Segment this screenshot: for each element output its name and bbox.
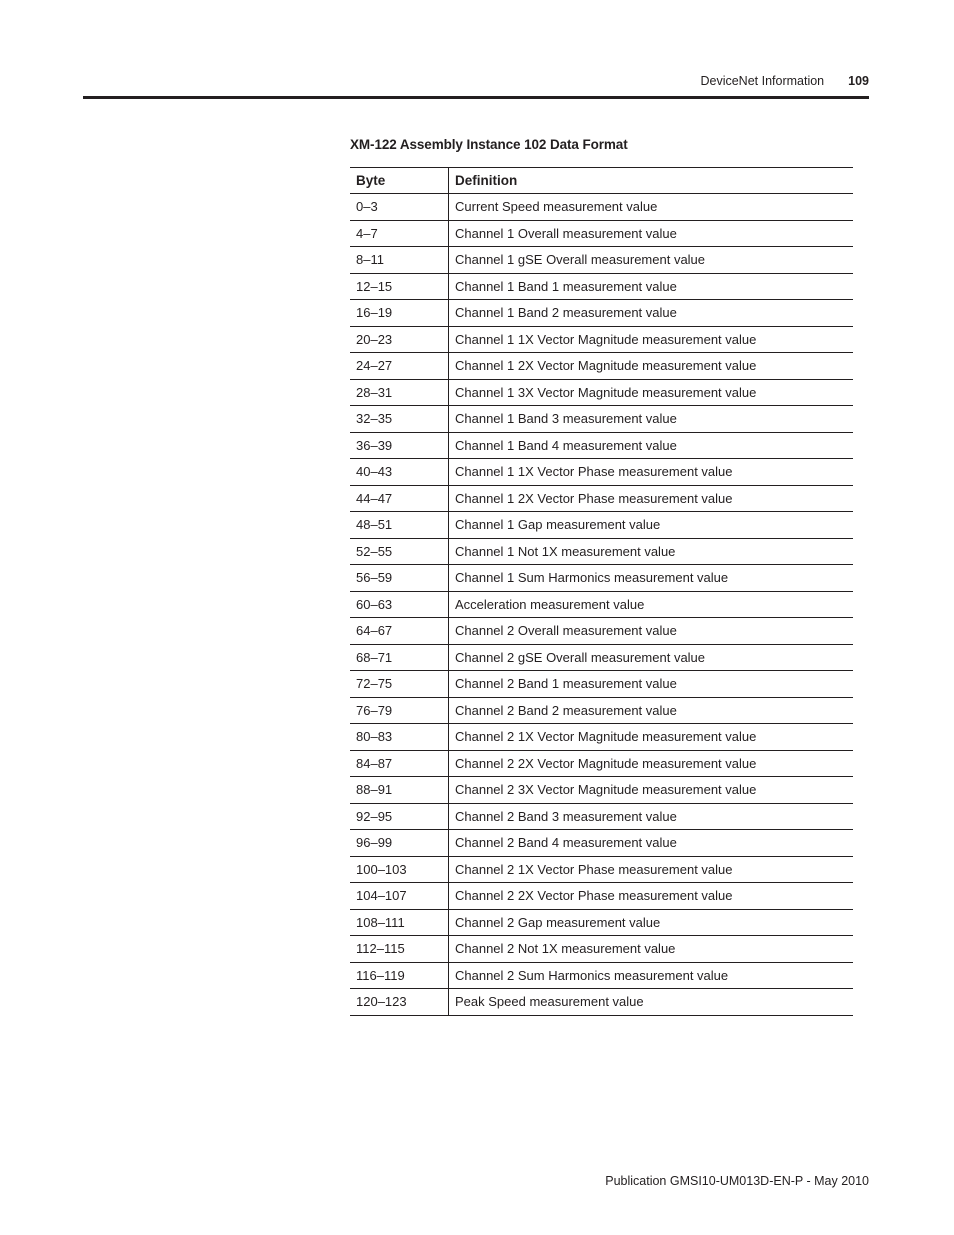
byte-cell: 28–31	[350, 379, 449, 406]
table-row	[350, 512, 853, 539]
byte-cell: 100–103	[350, 856, 449, 883]
definition-cell: Channel 2 Overall measurement value	[449, 618, 854, 645]
definition-cell: Channel 2 Band 1 measurement value	[449, 671, 854, 698]
table-row	[350, 803, 853, 830]
definition-cell: Channel 1 Gap measurement value	[449, 512, 854, 539]
byte-cell: 96–99	[350, 830, 449, 857]
definition-cell: Current Speed measurement value	[449, 194, 854, 221]
byte-cell: 48–51	[350, 512, 449, 539]
data-format-table	[350, 167, 853, 1016]
table-row	[350, 962, 853, 989]
byte-cell: 84–87	[350, 750, 449, 777]
table-row	[350, 247, 853, 274]
byte-cell: 72–75	[350, 671, 449, 698]
definition-cell: Channel 2 Band 3 measurement value	[449, 803, 854, 830]
definition-cell: Channel 1 2X Vector Magnitude measurement value	[449, 353, 854, 380]
byte-cell: 20–23	[350, 326, 449, 353]
byte-cell: 24–27	[350, 353, 449, 380]
byte-cell: 64–67	[350, 618, 449, 645]
table-row	[350, 591, 853, 618]
byte-cell: 0–3	[350, 194, 449, 221]
definition-cell: Channel 2 Band 2 measurement value	[449, 697, 854, 724]
definition-cell: Channel 2 1X Vector Magnitude measurement value	[449, 724, 854, 751]
table-row	[350, 459, 853, 486]
byte-cell: 32–35	[350, 406, 449, 433]
definition-cell: Channel 2 2X Vector Phase measurement value	[449, 883, 854, 910]
table-row	[350, 273, 853, 300]
byte-cell: 44–47	[350, 485, 449, 512]
table-row	[350, 485, 853, 512]
byte-cell: 116–119	[350, 962, 449, 989]
table-row	[350, 724, 853, 751]
byte-cell: 16–19	[350, 300, 449, 327]
definition-cell: Channel 2 3X Vector Magnitude measurement value	[449, 777, 854, 804]
byte-cell: 104–107	[350, 883, 449, 910]
table-row	[350, 353, 853, 380]
column-header-definition: Definition	[449, 168, 854, 194]
byte-cell: 68–71	[350, 644, 449, 671]
byte-cell: 120–123	[350, 989, 449, 1016]
table-row	[350, 909, 853, 936]
byte-cell: 80–83	[350, 724, 449, 751]
publication-footer: Publication GMSI10-UM013D-EN-P - May 2010	[605, 1174, 869, 1188]
definition-cell: Channel 2 gSE Overall measurement value	[449, 644, 854, 671]
byte-cell: 52–55	[350, 538, 449, 565]
definition-cell: Channel 1 Band 1 measurement value	[449, 273, 854, 300]
table-row	[350, 697, 853, 724]
byte-cell: 40–43	[350, 459, 449, 486]
definition-cell: Channel 1 Band 3 measurement value	[449, 406, 854, 433]
table-row	[350, 565, 853, 592]
table-row	[350, 432, 853, 459]
definition-cell: Channel 1 Overall measurement value	[449, 220, 854, 247]
byte-cell: 88–91	[350, 777, 449, 804]
table-row	[350, 406, 853, 433]
byte-cell: 112–115	[350, 936, 449, 963]
byte-cell: 12–15	[350, 273, 449, 300]
byte-cell: 108–111	[350, 909, 449, 936]
definition-cell: Channel 1 gSE Overall measurement value	[449, 247, 854, 274]
table-row	[350, 936, 853, 963]
definition-cell: Channel 2 Not 1X measurement value	[449, 936, 854, 963]
byte-cell: 56–59	[350, 565, 449, 592]
table-header-row	[350, 168, 853, 194]
definition-cell: Channel 1 Sum Harmonics measurement value	[449, 565, 854, 592]
section-title: DeviceNet Information	[700, 74, 825, 88]
definition-cell: Channel 1 Not 1X measurement value	[449, 538, 854, 565]
table-row	[350, 777, 853, 804]
table-row	[350, 618, 853, 645]
table-row	[350, 989, 853, 1016]
definition-cell: Channel 1 2X Vector Phase measurement value	[449, 485, 854, 512]
table-row	[350, 830, 853, 857]
header-rule	[83, 96, 869, 99]
definition-cell: Channel 1 1X Vector Phase measurement value	[449, 459, 854, 486]
byte-cell: 76–79	[350, 697, 449, 724]
definition-cell: Channel 1 Band 2 measurement value	[449, 300, 854, 327]
table-row	[350, 644, 853, 671]
table-body	[350, 194, 853, 1016]
byte-cell: 92–95	[350, 803, 449, 830]
definition-cell: Channel 2 Sum Harmonics measurement value	[449, 962, 854, 989]
table-row	[350, 856, 853, 883]
table-row	[350, 194, 853, 221]
table-row	[350, 379, 853, 406]
definition-cell: Channel 2 Gap measurement value	[449, 909, 854, 936]
definition-cell: Channel 2 2X Vector Magnitude measurement value	[449, 750, 854, 777]
column-header-byte: Byte	[350, 168, 449, 194]
table-row	[350, 750, 853, 777]
byte-cell: 8–11	[350, 247, 449, 274]
table-row	[350, 538, 853, 565]
byte-cell: 60–63	[350, 591, 449, 618]
byte-cell: 36–39	[350, 432, 449, 459]
definition-cell: Channel 2 Band 4 measurement value	[449, 830, 854, 857]
running-head	[700, 74, 869, 88]
table-row	[350, 300, 853, 327]
table-title: XM-122 Assembly Instance 102 Data Format	[350, 137, 628, 152]
page-number: 109	[848, 74, 869, 88]
byte-cell: 4–7	[350, 220, 449, 247]
definition-cell: Channel 1 Band 4 measurement value	[449, 432, 854, 459]
definition-cell: Channel 1 1X Vector Magnitude measurement value	[449, 326, 854, 353]
table-row	[350, 883, 853, 910]
definition-cell: Channel 2 1X Vector Phase measurement value	[449, 856, 854, 883]
definition-cell: Channel 1 3X Vector Magnitude measurement value	[449, 379, 854, 406]
table-row	[350, 671, 853, 698]
definition-cell: Peak Speed measurement value	[449, 989, 854, 1016]
table-row	[350, 326, 853, 353]
table-row	[350, 220, 853, 247]
definition-cell: Acceleration measurement value	[449, 591, 854, 618]
